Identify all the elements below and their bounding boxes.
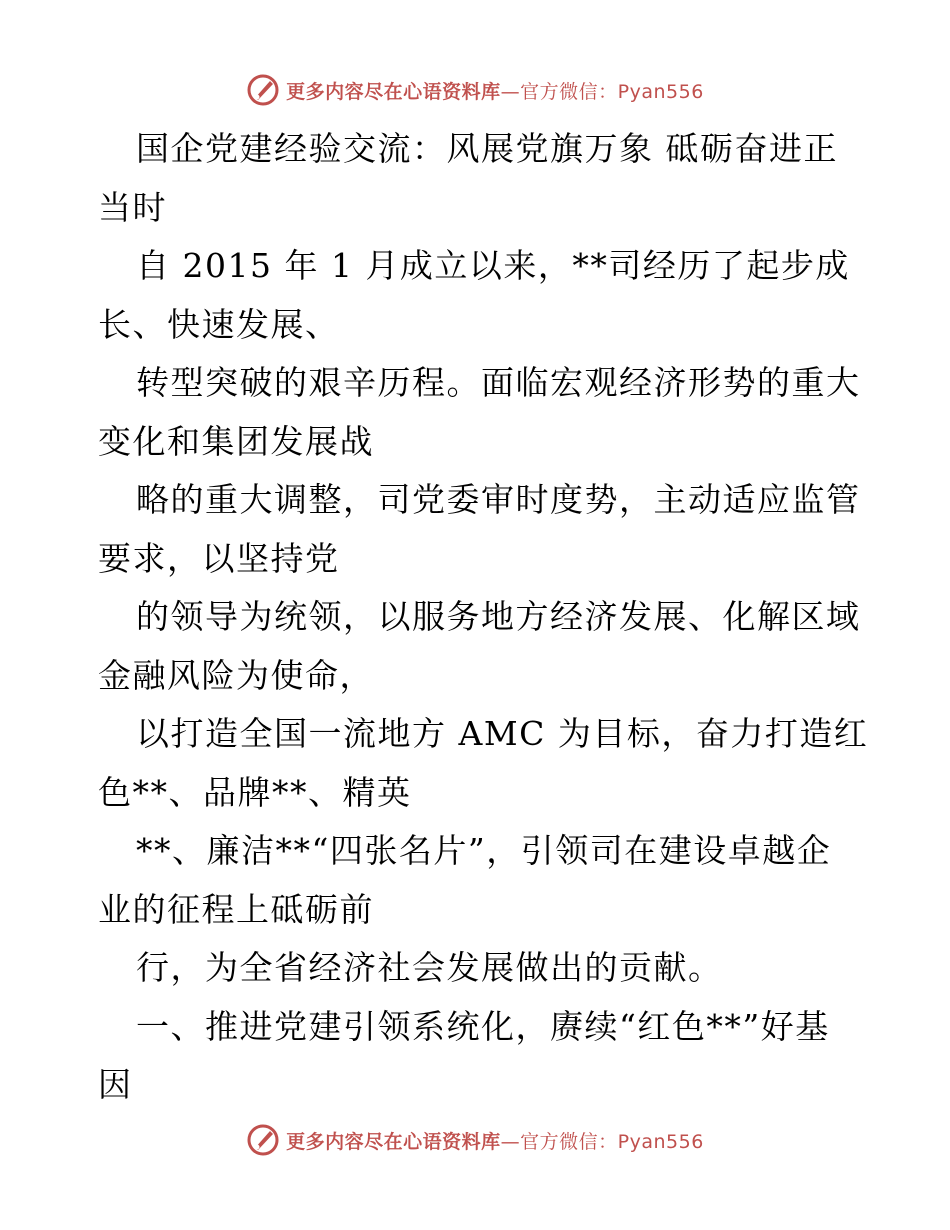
paragraph-line: 自 2015 年 1 月成立以来，**司经历了起步成 (136, 246, 850, 285)
paragraph-line: **、廉洁**“四张名片”，引领司在建设卓越企 (136, 831, 832, 870)
banner-wechat-text: —官方微信：Pyan556 (500, 80, 704, 103)
quill-pen-logo-icon (246, 73, 280, 107)
paragraph-line: 的领导为统领，以服务地方经济发展、化解区域 (136, 597, 861, 636)
document-title-line-1: 国企党建经验交流：风展党旗万象 砥砺奋进正 (136, 129, 838, 168)
paragraph-line: 转型突破的艰辛历程。面临宏观经济形势的重大 (136, 363, 861, 402)
paragraph-line: 长、快速发展、 (98, 304, 340, 344)
footer-banner (0, 1120, 950, 1160)
section-heading-line-2: 因 (98, 1065, 133, 1104)
paragraph-line: 变化和集团发展战 (98, 421, 374, 461)
paragraph-line: 略的重大调整，司党委审时度势，主动适应监管 (136, 480, 861, 519)
paragraph-line: 金融风险为使命， (98, 655, 374, 695)
banner-text (286, 77, 704, 104)
paragraph-line: 业的征程上砥砺前 (98, 889, 374, 929)
document-body (98, 120, 868, 1115)
paragraph-line: 行，为全省经济社会发展做出的贡献。 (136, 948, 723, 987)
banner-wechat-text: —官方微信：Pyan556 (500, 1130, 704, 1153)
paragraph-line: 要求，以坚持党 (98, 538, 340, 578)
banner-lead-text: 更多内容尽在心语资料库 (286, 80, 501, 103)
paragraph-line: 色**、品牌**、精英 (98, 772, 412, 812)
section-heading-line-1: 一、推进党建引领系统化，赓续“红色**”好基 (136, 1006, 830, 1046)
paragraph-line: 以打造全国一流地方 AMC 为目标，奋力打造红 (136, 714, 869, 753)
banner-text (286, 1127, 704, 1154)
document-title-line-2: 当时 (98, 187, 167, 227)
quill-pen-logo-icon (246, 1123, 280, 1157)
header-banner (0, 70, 950, 110)
banner-lead-text: 更多内容尽在心语资料库 (286, 1130, 501, 1153)
